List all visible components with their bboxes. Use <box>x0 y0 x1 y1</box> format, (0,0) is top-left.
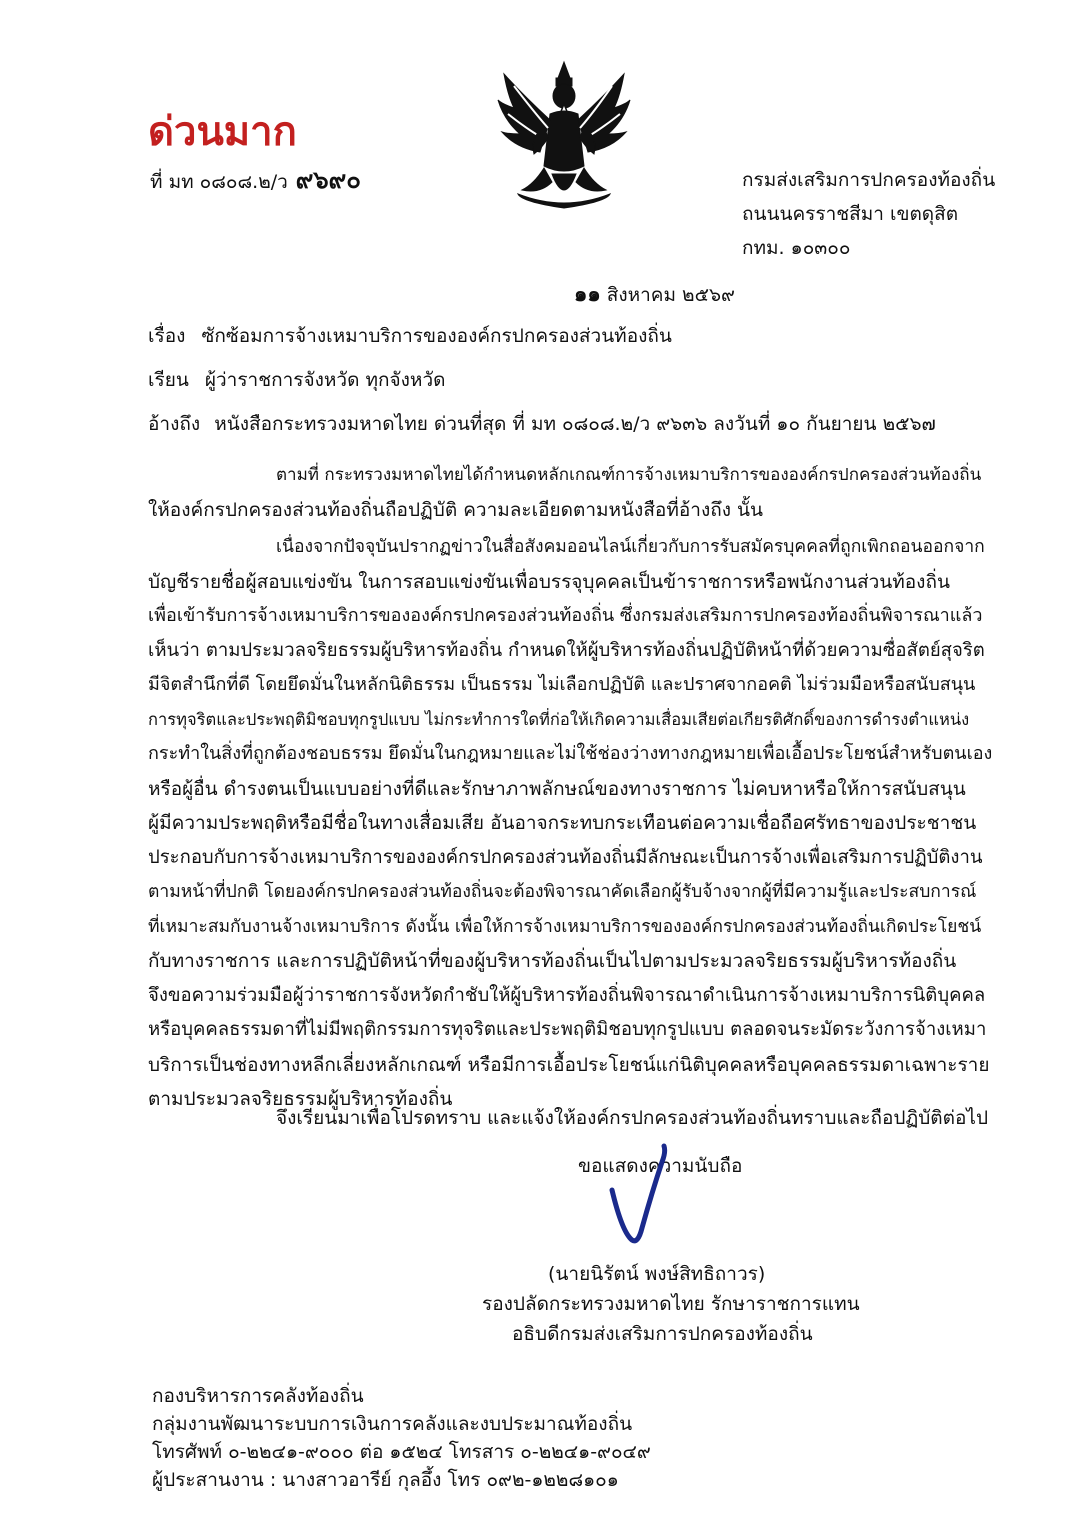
letter-date <box>574 282 735 307</box>
footer-division: กองบริหารการคลังท้องถิ่น <box>152 1385 364 1407</box>
signer-title-1: รองปลัดกระทรวงมหาดไทย รักษาราชการแทน <box>482 1293 860 1315</box>
paragraph-line: ผู้มีความประพฤติหรือมีชื่อในทางเสื่อมเสีย อันอาจกระทบกระเทือนต่อความเชื่อถือศรัทธาของประชาชน <box>148 812 977 834</box>
signer-title-2: อธิบดีกรมส่งเสริมการปกครองท้องถิ่น <box>512 1323 813 1345</box>
recipient-row <box>148 368 445 392</box>
sender-address-line-2: ถนนนครราชสีมา เขตดุสิต <box>742 203 959 225</box>
paragraph-line: หรือบุคคลธรรมดาที่ไม่มีพฤติกรรมการทุจริตและประพฤติมิชอบทุกรูปแบบ ตลอดจนระมัดระวังการจ้างเหมา <box>148 1019 987 1040</box>
paragraph-line: ตามที่ กระทรวงมหาดไทยได้กำหนดหลักเกณฑ์การจ้างเหมาบริการขององค์กรปกครองส่วนท้องถิ่น <box>276 465 982 485</box>
paragraph-line: เห็นว่า ตามประมวลจริยธรรมผู้บริหารท้องถิ่น กำหนดให้ผู้บริหารท้องถิ่นปฏิบัติหน้าที่ด้วยความซื่อสัตย์สุจริต <box>148 639 985 661</box>
signature-mark-icon <box>604 1140 694 1250</box>
letter-date-month-year: สิงหาคม ๒๕๖๙ <box>606 284 735 306</box>
paragraph-line: ตามประมวลจริยธรรมผู้บริหารท้องถิ่น <box>148 1088 453 1110</box>
footer-phone: โทรศัพท์ ๐-๒๒๔๑-๙๐๐๐ ต่อ ๑๕๒๔ โทรสาร ๐-๒๒๔๑-๙๐๔๙ <box>152 1441 651 1463</box>
recipient-label: เรียน <box>148 369 189 391</box>
paragraph-line: มีจิตสำนึกที่ดี โดยยึดมั่นในหลักนิติธรรม เป็นธรรม ไม่เลือกปฏิบัติ และปราศจากอคติ ไม่ร่วมมือหรือสนับสนุน <box>148 674 976 695</box>
paragraph-line: ตามหน้าที่ปกติ โดยองค์กรปกครองส่วนท้องถิ่นจะต้องพิจารณาคัดเลือกผู้รับจ้างจากผู้ที่มีความรู้และประสบการณ์ <box>148 882 977 902</box>
garuda-emblem-icon <box>494 56 634 216</box>
paragraph-line: บัญชีรายชื่อผู้สอบแข่งขัน ในการสอบแข่งขันเพื่อบรรจุบุคคลเป็นข้าราชการหรือพนักงานส่วนท้องถิ่น <box>148 570 950 593</box>
paragraph-line: หรือผู้อื่น ดำรงตนเป็นแบบอย่างที่ดีและรักษาภาพลักษณ์ของทางราชการ ไม่คบหาหรือให้การสนับสนุน <box>148 777 966 800</box>
paragraph-line: จึงขอความร่วมมือผู้ว่าราชการจังหวัดกำชับให้ผู้บริหารท้องถิ่นพิจารณาดำเนินการจ้างเหมาบริการนิติบุคคล <box>148 984 986 1006</box>
closing-sentence: จึงเรียนมาเพื่อโปรดทราบ และแจ้งให้องค์กรปกครองส่วนท้องถิ่นทราบและถือปฏิบัติต่อไป <box>276 1107 988 1129</box>
recipient-text: ผู้ว่าราชการจังหวัด ทุกจังหวัด <box>204 369 446 391</box>
document-number-prefix: ที่ มท ๐๘๐๘.๒/ว <box>150 171 288 193</box>
urgency-label: ด่วนมาก <box>148 109 297 155</box>
reference-text: หนังสือกระทรวงมหาดไทย ด่วนที่สุด ที่ มท ๐๘๐๘.๒/ว ๙๖๓๖ ลงวันที่ ๑๐ กันยายน ๒๕๖๗ <box>214 413 936 435</box>
signer-name: (นายนิรัตน์ พงษ์สิทธิถาวร) <box>548 1263 766 1285</box>
document-number <box>150 168 361 194</box>
subject-row <box>148 324 672 348</box>
body-paragraph-1 <box>148 458 993 527</box>
paragraph-line: กระทำในสิ่งที่ถูกต้องชอบธรรม ยึดมั่นในกฎหมายและไม่ใช้ช่องว่างทางกฎหมายเพื่อเอื้อประโยชน์สำหรับตนเอง <box>148 743 993 764</box>
subject-label: เรื่อง <box>148 325 186 347</box>
footer-coordinator: ผู้ประสานงาน : นางสาวอารีย์ กุลอึ้ง โทร ๐๙๒-๑๒๒๘๑๐๑ <box>152 1469 619 1491</box>
body-paragraph-2 <box>148 530 993 1117</box>
document-number-value: ๙๖๙๐ <box>295 166 361 194</box>
paragraph-line: ที่เหมาะสมกับงานจ้างเหมาบริการ ดังนั้น เพื่อให้การจ้างเหมาบริการขององค์กรปกครองส่วนท้องถิ่นเกิดประโยชน์ <box>148 916 982 937</box>
paragraph-line: กับทางราชการ และการปฏิบัติหน้าที่ของผู้บริหารท้องถิ่นเป็นไปตามประมวลจริยธรรมผู้บริหารท้องถิ่น <box>148 950 957 972</box>
reference-row <box>148 412 936 436</box>
paragraph-line: ให้องค์กรปกครองส่วนท้องถิ่นถือปฏิบัติ ความละเอียดตามหนังสือที่อ้างถึง นั้น <box>148 498 764 521</box>
paragraph-line: บริการเป็นช่องทางหลีกเลี่ยงหลักเกณฑ์ หรือมีการเอื้อประโยชน์แก่นิติบุคคลหรือบุคคลธรรมดาเฉพาะราย <box>148 1053 990 1076</box>
sender-address-line-3: กทม. ๑๐๓๐๐ <box>742 237 851 259</box>
footer-group: กลุ่มงานพัฒนาระบบการเงินการคลังและงบประมาณท้องถิ่น <box>152 1413 633 1435</box>
paragraph-line: เพื่อเข้ารับการจ้างเหมาบริการขององค์กรปกครองส่วนท้องถิ่น ซึ่งกรมส่งเสริมการปกครองท้องถิ่นพิจารณาแล้ว <box>148 605 983 626</box>
regards-text: ขอแสดงความนับถือ <box>578 1155 743 1177</box>
paragraph-line: เนื่องจากปัจจุบันปรากฏข่าวในสื่อสังคมออนไลน์เกี่ยวกับการรับสมัครบุคคลที่ถูกเพิกถอนออกจาก <box>276 537 985 557</box>
paragraph-line: การทุจริตและประพฤติมิชอบทุกรูปแบบ ไม่กระทำการใดที่ก่อให้เกิดความเสื่อมเสียต่อเกียรติศักดิ์ของการดำรงตำแหน่ง <box>148 709 970 729</box>
sender-address-line-1: กรมส่งเสริมการปกครองท้องถิ่น <box>742 169 996 191</box>
reference-label: อ้างถึง <box>148 413 201 435</box>
letter-date-day: ๑๑ <box>574 282 601 306</box>
paragraph-line: ประกอบกับการจ้างเหมาบริการขององค์กรปกครองส่วนท้องถิ่นมีลักษณะเป็นการจ้างเพื่อเสริมการปฏิบัติงาน <box>148 846 983 868</box>
subject-text: ซักซ้อมการจ้างเหมาบริการขององค์กรปกครองส่วนท้องถิ่น <box>201 325 672 347</box>
